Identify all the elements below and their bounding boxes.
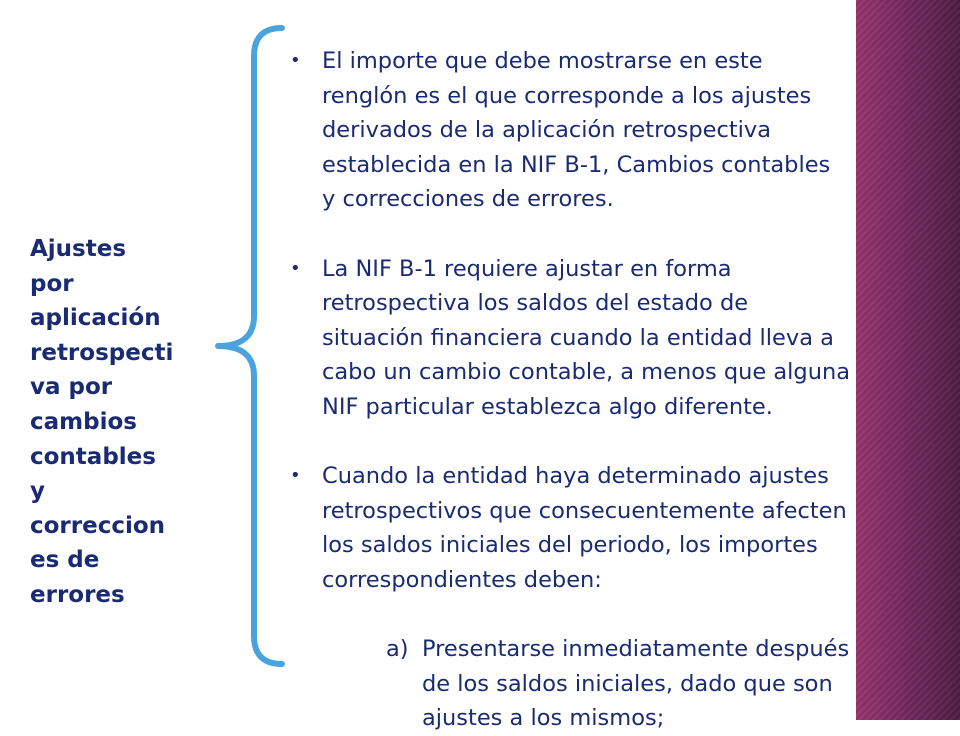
curly-brace-icon (212, 24, 292, 668)
sub-item-text: Presentarse inmediatamente después de los saldos iniciales, dado que son ajustes a los mismos; (422, 636, 850, 732)
slide-body (290, 44, 940, 736)
bullet-item (290, 44, 940, 217)
slide-side-title: Ajustes por aplicación retrospecti va por cambios contables y correccion es de errores (30, 236, 174, 608)
sub-item-label: a) (386, 636, 409, 663)
bullet-item (290, 252, 940, 425)
bullet-text: El importe que debe mostrarse en este renglón es el que corresponde a los ajustes derivados de la aplicación retrospectiva establecida en la NIF B-1, Cambios contables y correcciones de errores. (322, 48, 831, 213)
bullet-marker: • (290, 257, 301, 279)
sub-list-item (290, 632, 940, 736)
bullet-text: Cuando la entidad haya determinado ajustes retrospectivos que consecuentemente afecten los saldos iniciales del periodo, los importes correspondientes deben: (322, 463, 847, 593)
bullet-marker: • (290, 465, 301, 487)
bullet-marker: • (290, 50, 301, 71)
bullet-item (290, 459, 940, 597)
bullet-text: La NIF B-1 requiere ajustar en forma retrospectiva los saldos del estado de situación financiera cuando la entidad lleva a cabo un cambio contable, a menos que alguna NIF particular establezca algo diferente. (322, 255, 851, 420)
